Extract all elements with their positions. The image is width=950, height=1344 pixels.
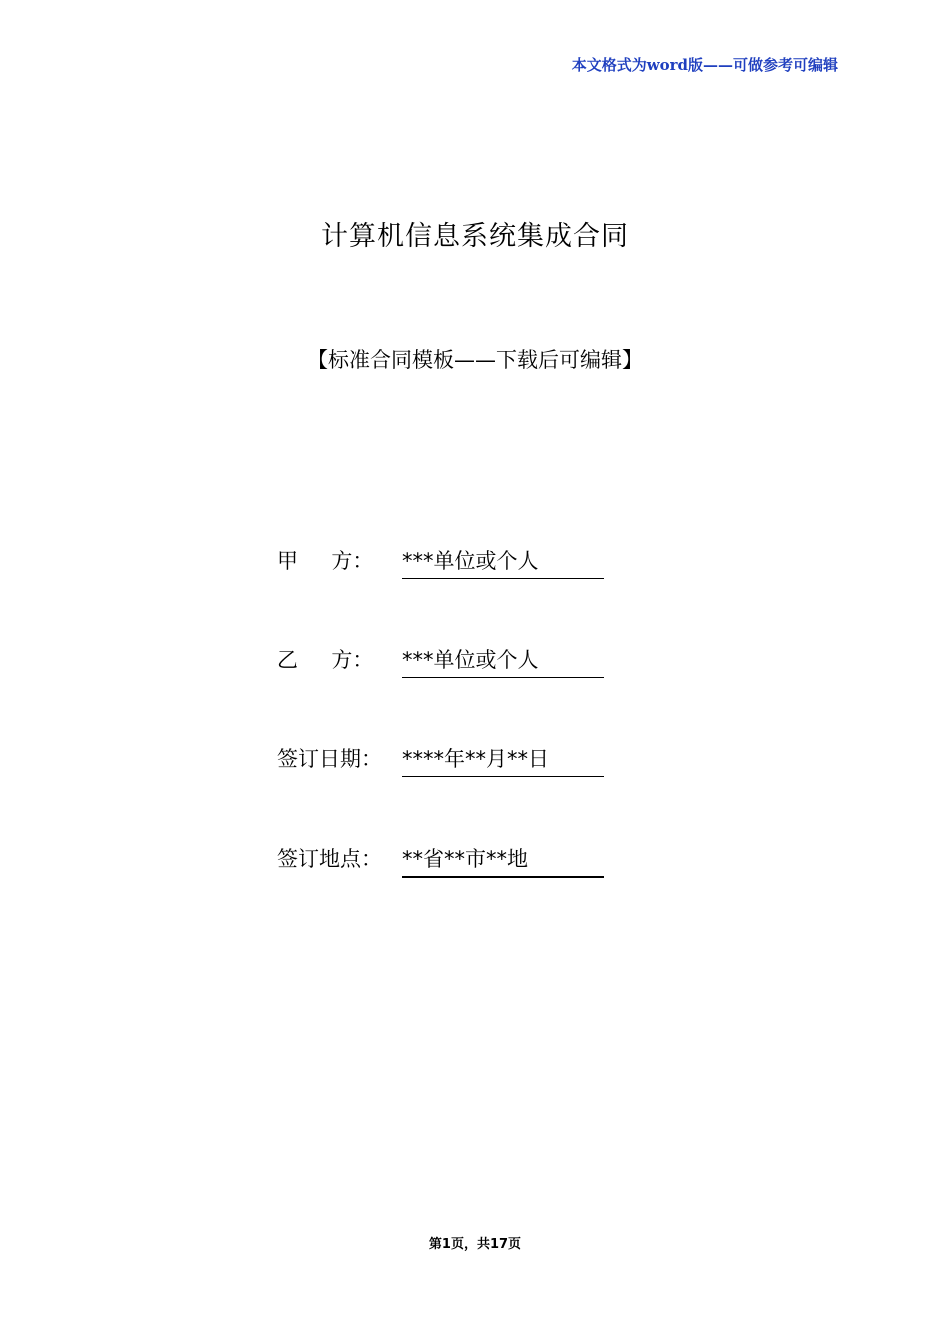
document-subtitle: 【标准合同模板——下载后可编辑】	[307, 348, 643, 372]
party-a-value: ***单位或个人	[402, 546, 604, 579]
party-b-row	[277, 645, 617, 679]
sign-place-value: **省**市**地	[402, 844, 604, 878]
page-number: 第1页，共17页	[428, 1237, 522, 1252]
party-a-row	[277, 546, 617, 580]
party-b-value: ***单位或个人	[402, 645, 604, 678]
sign-date-value: ****年**月**日	[402, 744, 604, 777]
sign-date-row	[277, 744, 617, 778]
sign-place-row	[277, 844, 617, 878]
party-b-label: 乙 方：	[277, 648, 374, 672]
sign-date-label: 签订日期：	[277, 747, 382, 771]
format-note: 本文格式为word版——可做参考可编辑	[571, 56, 838, 74]
sign-place-label: 签订地点：	[277, 847, 382, 871]
party-a-label: 甲 方：	[277, 549, 374, 573]
document-title: 计算机信息系统集成合同	[321, 221, 629, 252]
